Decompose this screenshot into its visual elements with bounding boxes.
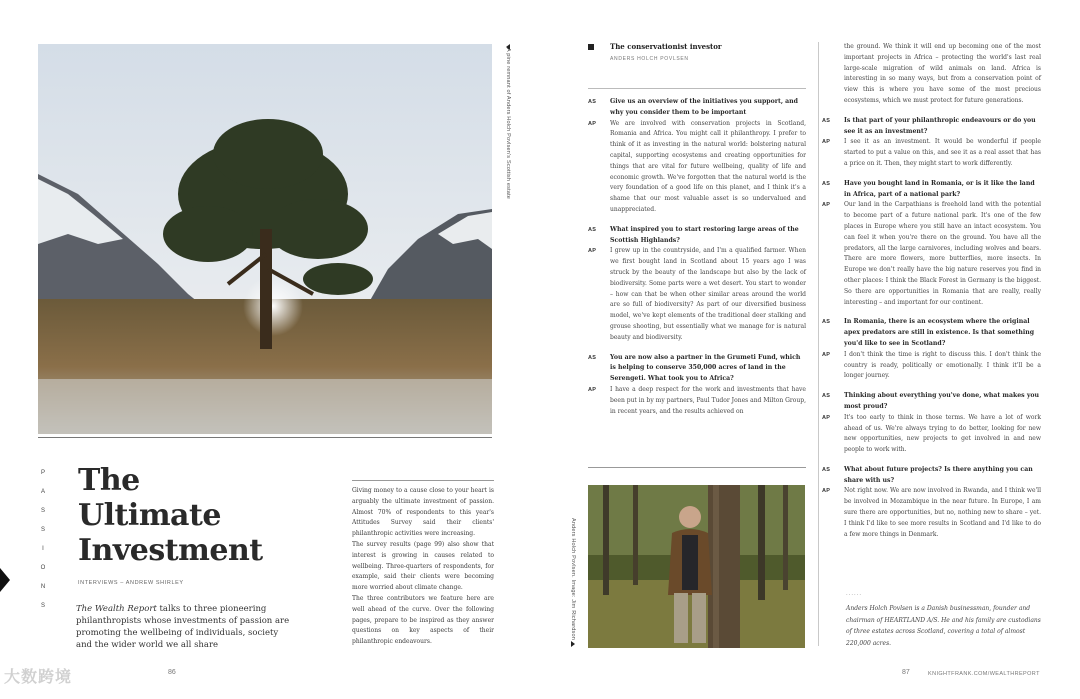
qa-continuation <box>822 42 1041 107</box>
answer-label: AP <box>588 386 597 393</box>
qa-block <box>822 391 1041 456</box>
answer-text: I grew up in the countryside, and I'm a qualified farmer. When we first bought land in Scotland about 15 years ago I was struck by the beauty of the landscape but also by the lack of biodiversity. Some parts were a wet desert. You start to wonder – how can that be when other similar areas around the world are so full of biodiversity? As part of our diversified business model, we've kept elements of the traditional deer stalking and grouse shooting, but essentially what we manage for is natural beauty and biodiversity. <box>610 247 806 341</box>
question-label: AS <box>822 393 831 400</box>
page-turn-arrow-icon[interactable] <box>0 568 10 592</box>
photo-credit: A pine remnant of Anders Holch Povlsen's Scottish estate <box>505 48 511 200</box>
divider <box>38 437 492 438</box>
question-text: Give us an overview of the initiatives you support, and why you consider them to be important <box>610 98 798 116</box>
question-label: AS <box>588 354 597 361</box>
question-label: AS <box>822 180 831 187</box>
column-rule <box>588 467 806 468</box>
section-label-passions <box>40 470 46 609</box>
question-text: Have you bought land in Romania, or is it like the land in Africa, part of a national park? <box>844 179 1035 198</box>
byline: INTERVIEWS – ANDREW SHIRLEY <box>78 580 184 586</box>
answer-text: Our land in the Carpathians is freehold land with the potential to become part of a future national park. It's one of the few places in Europe where you still have an intact ecosystem. You can feel it when you're there on the ground. You have all the predators, all the large carnivores, including wolves and bears. There are more flowers, more butterflies, more insects. In Europe we don't really have the big nature reserves you find in other places: I think the Black Forest in Germany is the biggest. So there are opportunities in Romania that are really, really interesting – and important for our continent. <box>844 201 1041 306</box>
question-text: You are now also a partner in the Grumeti Fund, which is helping to conserve 350,000 acres of land in the Serengeti. What took you to Africa? <box>610 353 801 383</box>
forest-portrait-illustration <box>588 485 805 648</box>
article-title <box>78 463 263 568</box>
answer-label: AP <box>822 414 831 421</box>
answer-text: I see it as an investment. It would be wonderful if people started to put a value on this, and see it as a real asset that has a price on it. Then, they might start to work differently. <box>844 138 1041 167</box>
answer-text: We are involved with conservation projects in Scotland, Romania and Africa. You might call it philanthropy. I prefer to think of it as investing in the natural world: bolstering natural capital, supporting ecosystems and creating opportunities for things that are vital for future wellbeing, quality of life and economic growth. We've forgotten that the natural world is the very foundation of a good life on this planet, and I think it's a shame that our most valuable asset is so undervalued and unappreciated. <box>610 119 806 213</box>
answer-label: AP <box>822 488 831 495</box>
page-number: 86 <box>168 669 176 676</box>
question-text: What inspired you to start restoring large areas of the Scottish Highlands? <box>610 225 799 244</box>
answer-text: I have a deep respect for the work and investments that have been put in by my partners, Paul Tudor Jones and Milton Group, in recent years, and the results achieved on <box>610 385 806 415</box>
column-one <box>588 97 806 426</box>
answer-label: AP <box>822 351 831 358</box>
answer-text: Not right now. We are now involved in Rwanda, and I think we'll be involved in Mozambique in the near future. In Europe, I am sure there are opportunities, but no, nothing new to share – yet. I think I'd like to see more results in Scotland and I'd like to do a few more things in Denmark. <box>844 487 1041 538</box>
question-text: In Romania, there is an ecosystem where the original apex predators are still in existence. Is that something you'd like to see in Scotland? <box>844 318 1035 347</box>
page-number: 87 <box>902 669 910 676</box>
standfirst <box>76 603 290 651</box>
section-label-letter: A <box>40 489 45 495</box>
watermark-logo: 大数跨境 <box>4 667 73 686</box>
square-bullet-icon <box>588 44 594 50</box>
intro-rule <box>352 480 494 481</box>
question-label: AS <box>588 226 597 233</box>
section-label-letter: I <box>42 546 44 552</box>
intro-paragraph: Giving money to a cause close to your heart is arguably the ultimate investment of passion. Almost 70% of respondents to this year's Attitudes Survey said their clients' philanthropic activities were increasing. <box>352 487 494 538</box>
interview-title: The conservationist investor <box>610 42 722 51</box>
qa-block <box>588 353 806 418</box>
column-divider <box>818 42 819 646</box>
question-text: Is that part of your philanthropic endeavours or do you see it as an investment? <box>844 116 1036 135</box>
section-label-letter: S <box>40 603 45 609</box>
qa-block <box>588 97 806 216</box>
title-line: The <box>78 463 140 498</box>
question-label: AS <box>822 319 831 326</box>
hero-photo-scots-pine <box>38 44 492 434</box>
website-url[interactable]: KNIGHTFRANK.COM/WEALTHREPORT <box>928 671 1040 677</box>
answer-label: AP <box>822 202 831 209</box>
qa-block <box>822 465 1041 541</box>
intro-text <box>352 486 494 648</box>
section-label-letter: P <box>40 470 45 476</box>
title-line: Investment <box>78 533 263 568</box>
label-spacer <box>822 42 844 107</box>
interviewee-name: ANDERS HOLCH POVLSEN <box>610 56 689 62</box>
intro-paragraph: The three contributors we feature here are well ahead of the curve. Over the following pages, prepare to be inspired as they answer questions on key aspects of their philanthropic endeavours. <box>352 594 494 646</box>
answer-continuation: the ground. We think it will end up becoming one of the most important projects in Africa – protecting the world's last real large-scale migration of wild animals on land. Africa is interesting in so many ways, but from a conservation point of view this is where you have some of the most precious ecosystems, which we must protect for future generations. <box>844 43 1041 104</box>
section-label-letter: S <box>40 508 45 514</box>
portrait-photo <box>588 485 805 648</box>
question-text: Thinking about everything you've done, what makes you most proud? <box>844 392 1040 410</box>
intro-paragraph: The survey results (page 99) also show that interest is growing in causes related to wellbeing. Three-quarters of respondents, for example, said their clients were becoming more worried about climate change. <box>352 540 494 592</box>
qa-block <box>588 225 806 344</box>
answer-text: It's too early to think in those terms. We have a lot of work ahead of us. We're always trying to do better, looking for new new opportunities, new projects to get involved in and new people to work with. <box>844 413 1041 454</box>
header-rule <box>588 88 806 89</box>
qa-block <box>822 116 1041 170</box>
landscape-illustration <box>38 44 492 434</box>
photo-credit-marker-icon <box>506 44 510 50</box>
standfirst-text: talks to three pioneering philanthropists whose investments of passion are promoting the wellbeing of individuals, society and the wider world we all share <box>76 604 290 650</box>
section-label-letter: O <box>40 565 46 571</box>
section-label-letter: N <box>40 584 46 590</box>
qa-block <box>822 317 1041 382</box>
answer-text: I don't think the time is right to discuss this. I don't think the country is ready, politically or emotionally. I think it'll be a longer journey. <box>844 350 1041 380</box>
qa-block <box>822 179 1041 309</box>
answer-label: AP <box>588 120 597 127</box>
answer-label: AP <box>822 139 831 146</box>
section-label-letter: S <box>40 527 45 533</box>
column-two <box>822 42 1041 549</box>
standfirst-publication: The Wealth Report <box>76 604 157 614</box>
answer-label: AP <box>588 248 597 255</box>
bio-separator: ...... <box>846 591 863 597</box>
portrait-credit: Anders Holch Povlsen. Image: Jim Richardson <box>570 518 576 641</box>
title-line: Ultimate <box>78 498 221 533</box>
question-label: AS <box>588 99 597 105</box>
right-page <box>540 0 1080 699</box>
author-bio: Anders Holch Povlsen is a Danish businessman, founder and chairman of HEARTLAND A/S. He and his family are custodians of three estates across Scotland, covering a total of almost 220,000 acres. <box>846 605 1041 647</box>
question-label: AS <box>822 117 831 124</box>
caption-marker-icon <box>571 641 575 647</box>
question-label: AS <box>822 466 831 473</box>
question-text: What about future projects? Is there anything you can share with us? <box>844 465 1033 484</box>
